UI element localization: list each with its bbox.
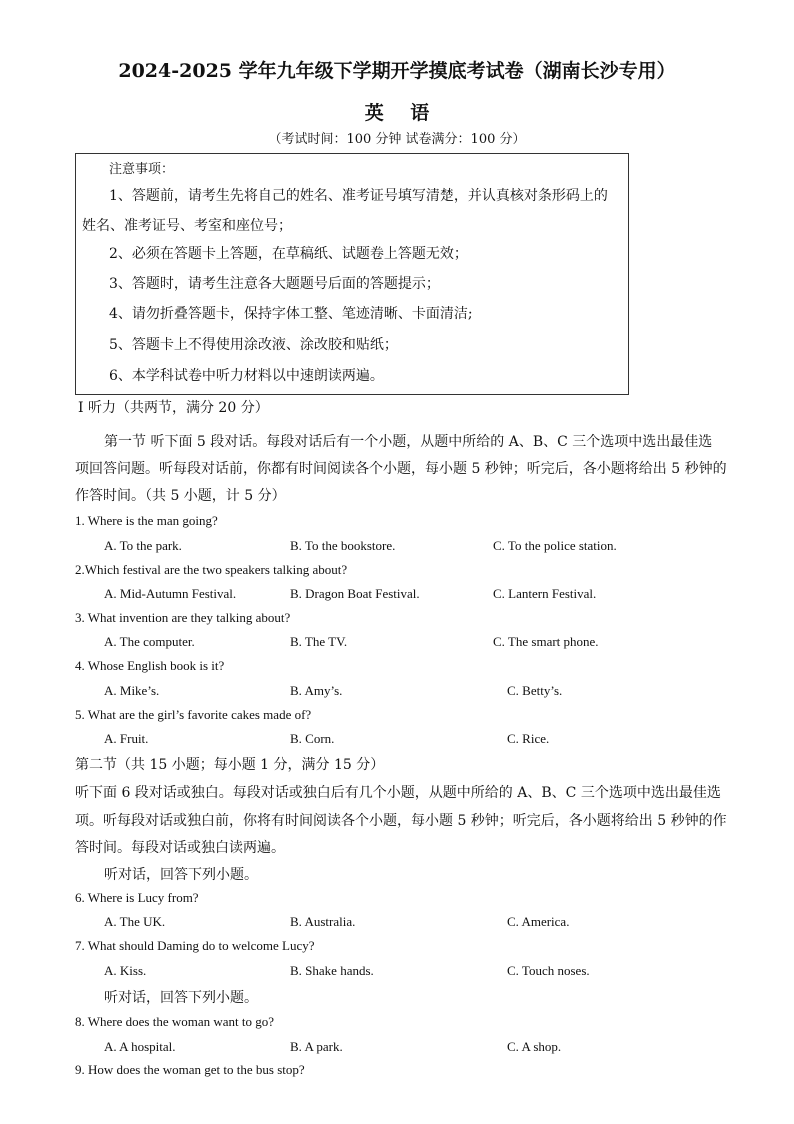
part1-heading: I 听力（共两节，满分 20 分） bbox=[78, 400, 269, 416]
q8-option-a: A. A hospital. bbox=[104, 1039, 176, 1054]
q2-option-c: C. Lantern Festival. bbox=[493, 586, 597, 601]
question-4: 4. Whose English book is it? bbox=[75, 658, 225, 673]
question-1: 1. Where is the man going? bbox=[75, 513, 218, 528]
q6-option-c: C. America. bbox=[507, 914, 570, 929]
exam-title: 2024-2025 学年九年级下学期开学摸底考试卷（湖南长沙专用） bbox=[118, 60, 676, 82]
q3-option-b: B. The TV. bbox=[290, 634, 348, 649]
q7-option-a: A. Kiss. bbox=[104, 963, 147, 978]
q2-option-a: A. Mid-Autumn Festival. bbox=[104, 586, 237, 601]
sec1-instructions-line3: 作答时间。（共 5 小题，计 5 分） bbox=[75, 488, 286, 504]
q1-option-b: B. To the bookstore. bbox=[290, 538, 396, 553]
q5-option-a: A. Fruit. bbox=[104, 731, 149, 746]
q4-option-c: C. Betty’s. bbox=[507, 683, 563, 698]
question-6: 6. Where is Lucy from? bbox=[75, 890, 199, 905]
q7-option-c: C. Touch noses. bbox=[507, 963, 590, 978]
q7-option-b: B. Shake hands. bbox=[290, 963, 374, 978]
q6-option-a: A. The UK. bbox=[104, 914, 166, 929]
notes-heading: 注意事项： bbox=[109, 162, 175, 177]
sec1-instructions-line2: 项回答问题。听每段对话前，你都有时间阅读各个小题，每小题 5 秒钟；听完后，各小题将给出 5 秒钟的 bbox=[75, 461, 727, 477]
q4-option-a: A. Mike’s. bbox=[104, 683, 160, 698]
note-item-3: 3、答题时，请考生注意各大题题号后面的答题提示； bbox=[109, 276, 440, 292]
note-item-1-cont: 姓名、准考证号、考室和座位号； bbox=[82, 218, 292, 234]
exam-info: （考试时间：100 分钟 试卷满分：100 分） bbox=[268, 132, 526, 147]
q3-option-c: C. The smart phone. bbox=[493, 634, 599, 649]
note-item-6: 6、本学科试卷中听力材料以中速朗读两遍。 bbox=[109, 368, 384, 384]
note-item-2: 2、必须在答题卡上答题，在草稿纸、试题卷上答题无效； bbox=[109, 246, 468, 262]
sec2-instructions-line1: 听下面 6 段对话或独白。每段对话或独白后有几个小题，从题中所给的 A、B、C 三个选项中选出最佳选 bbox=[75, 785, 721, 801]
sec2-heading: 第二节（共 15 小题；每小题 1 分，满分 15 分） bbox=[75, 757, 385, 773]
q4-option-b: B. Amy’s. bbox=[290, 683, 343, 698]
q1-option-c: C. To the police station. bbox=[493, 538, 617, 553]
subject-title: 英 语 bbox=[364, 102, 440, 124]
listen-prompt-1: 听对话，回答下列小题。 bbox=[104, 867, 258, 883]
question-9: 9. How does the woman get to the bus stop? bbox=[75, 1062, 305, 1077]
note-item-1: 1、答题前，请考生先将自己的姓名、准考证号填写清楚，并认真核对条形码上的 bbox=[109, 188, 608, 204]
note-item-4: 4、请勿折叠答题卡，保持字体工整、笔迹清晰、卡面清洁; bbox=[109, 306, 473, 322]
q8-option-b: B. A park. bbox=[290, 1039, 343, 1054]
question-3: 3. What invention are they talking about? bbox=[75, 610, 291, 625]
q5-option-b: B. Corn. bbox=[290, 731, 335, 746]
q8-option-c: C. A shop. bbox=[507, 1039, 562, 1054]
question-2: 2.Which festival are the two speakers talking about? bbox=[75, 562, 348, 577]
q3-option-a: A. The computer. bbox=[104, 634, 195, 649]
q1-option-a: A. To the park. bbox=[104, 538, 182, 553]
sec1-instructions-line1: 第一节 听下面 5 段对话。每段对话后有一个小题，从题中所给的 A、B、C 三个选项中选出最佳选 bbox=[104, 434, 713, 450]
q6-option-b: B. Australia. bbox=[290, 914, 356, 929]
question-8: 8. Where does the woman want to go? bbox=[75, 1014, 275, 1029]
listen-prompt-2: 听对话，回答下列小题。 bbox=[104, 990, 258, 1006]
question-7: 7. What should Daming do to welcome Lucy? bbox=[75, 938, 315, 953]
note-item-5: 5、答题卡上不得使用涂改液、涂改胶和贴纸； bbox=[109, 337, 398, 353]
question-5: 5. What are the girl’s favorite cakes made of? bbox=[75, 707, 312, 722]
sec2-instructions-line2: 项。听每段对话或独白前，你将有时间阅读各个小题，每小题 5 秒钟；听完后，各小题将给出 5 秒钟的作 bbox=[75, 813, 727, 829]
q5-option-c: C. Rice. bbox=[507, 731, 550, 746]
sec2-instructions-line3: 答时间。每段对话或独白读两遍。 bbox=[75, 840, 285, 856]
notes-box bbox=[75, 153, 629, 395]
q2-option-b: B. Dragon Boat Festival. bbox=[290, 586, 420, 601]
